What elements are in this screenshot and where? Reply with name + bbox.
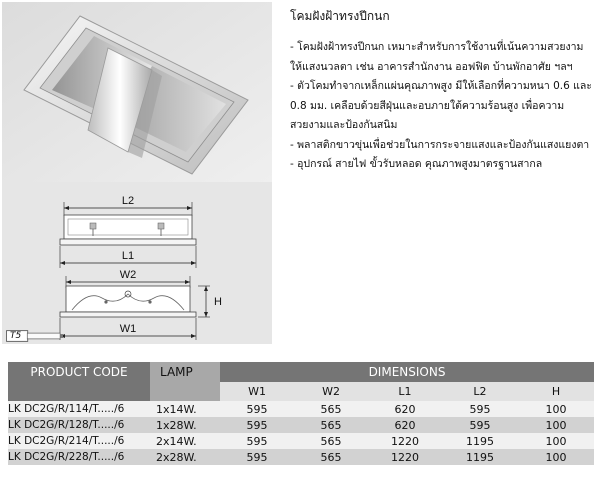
- l1-cell: 1220: [368, 449, 442, 465]
- lamp-cell: 2x28W.: [150, 449, 220, 465]
- l2-cell: 1195: [442, 433, 518, 449]
- lamp-cell: 2x14W.: [150, 433, 220, 449]
- w1-cell: 595: [220, 433, 294, 449]
- h-cell: 100: [518, 417, 594, 433]
- w1-cell: 595: [220, 449, 294, 465]
- table-row: [8, 433, 594, 449]
- product-code-cell: LK DC2G/R/114/T...../6: [8, 401, 150, 417]
- dim-header-l1: L1: [368, 382, 442, 401]
- w2-cell: 565: [294, 417, 368, 433]
- product-photo: [2, 2, 272, 182]
- feature-bullet: - โคมฝังฝ้าทรงปีกนก เหมาะสำหรับการใช้งานที่เน้นความสวยงาม ให้แสงนวลตา เช่น อาคารสำนักงาน ออฟฟิต บ้านพักอาศัย ฯลฯ: [290, 41, 584, 73]
- w2-cell: 565: [294, 401, 368, 417]
- dim-label-l1: L1: [121, 250, 135, 262]
- t5-label: T5: [10, 331, 22, 341]
- feature-bullet: - อุปกรณ์ สายไฟ ขั้วรับหลอด คุณภาพสูงมาตรฐานสากล: [290, 158, 543, 170]
- header-product-code: PRODUCT CODE: [8, 362, 150, 401]
- specifications-table: [8, 362, 594, 465]
- h-cell: 100: [518, 433, 594, 449]
- feature-bullet: - ตัวโคมทำจากเหล็กแผ่นคุณภาพสูง มีให้เลือกที่ความหนา 0.6 และ 0.8 มม. เคลือบด้วยสีฝุ่นและอบภายใต้ความร้อนสูง เพื่อความสวยงามและป้องกันสนิม: [290, 80, 592, 131]
- w1-cell: 595: [220, 401, 294, 417]
- dim-label-w2: W2: [119, 269, 137, 281]
- table-row: [8, 401, 594, 417]
- header-dimensions: DIMENSIONS: [220, 362, 594, 382]
- product-title: โคมฝังฝ้าทรงปีกนก: [290, 9, 390, 23]
- product-image-panel: [2, 2, 272, 344]
- header-lamp: LAMP: [150, 362, 220, 401]
- l2-cell: 1195: [442, 449, 518, 465]
- feature-bullet: - พลาสติกขาวขุ่นเพื่อช่วยในการกระจายแสงและป้องกันแสงแยงตา: [290, 138, 590, 151]
- table-row: [8, 449, 594, 465]
- dim-header-w2: W2: [294, 382, 368, 401]
- product-code-cell: LK DC2G/R/128/T...../6: [8, 417, 150, 433]
- l2-cell: 595: [442, 417, 518, 433]
- dim-header-h: H: [518, 382, 594, 401]
- w1-cell: 595: [220, 417, 294, 433]
- h-cell: 100: [518, 401, 594, 417]
- lamp-cell: 1x28W.: [150, 417, 220, 433]
- dimension-drawing: [2, 182, 272, 344]
- lamp-cell: 1x14W.: [150, 401, 220, 417]
- l2-cell: 595: [442, 401, 518, 417]
- table-row: [8, 417, 594, 433]
- dim-header-w1: W1: [220, 382, 294, 401]
- l1-cell: 620: [368, 401, 442, 417]
- product-code-cell: LK DC2G/R/214/T...../6: [8, 433, 150, 449]
- l1-cell: 620: [368, 417, 442, 433]
- w2-cell: 565: [294, 449, 368, 465]
- w2-cell: 565: [294, 433, 368, 449]
- dim-label-h: H: [214, 296, 222, 308]
- dim-header-l2: L2: [442, 382, 518, 401]
- h-cell: 100: [518, 449, 594, 465]
- l1-cell: 1220: [368, 433, 442, 449]
- dim-label-w1: W1: [119, 323, 137, 335]
- dim-label-l2: L2: [121, 195, 135, 207]
- product-description: [290, 8, 596, 175]
- product-code-cell: LK DC2G/R/228/T...../6: [8, 449, 150, 465]
